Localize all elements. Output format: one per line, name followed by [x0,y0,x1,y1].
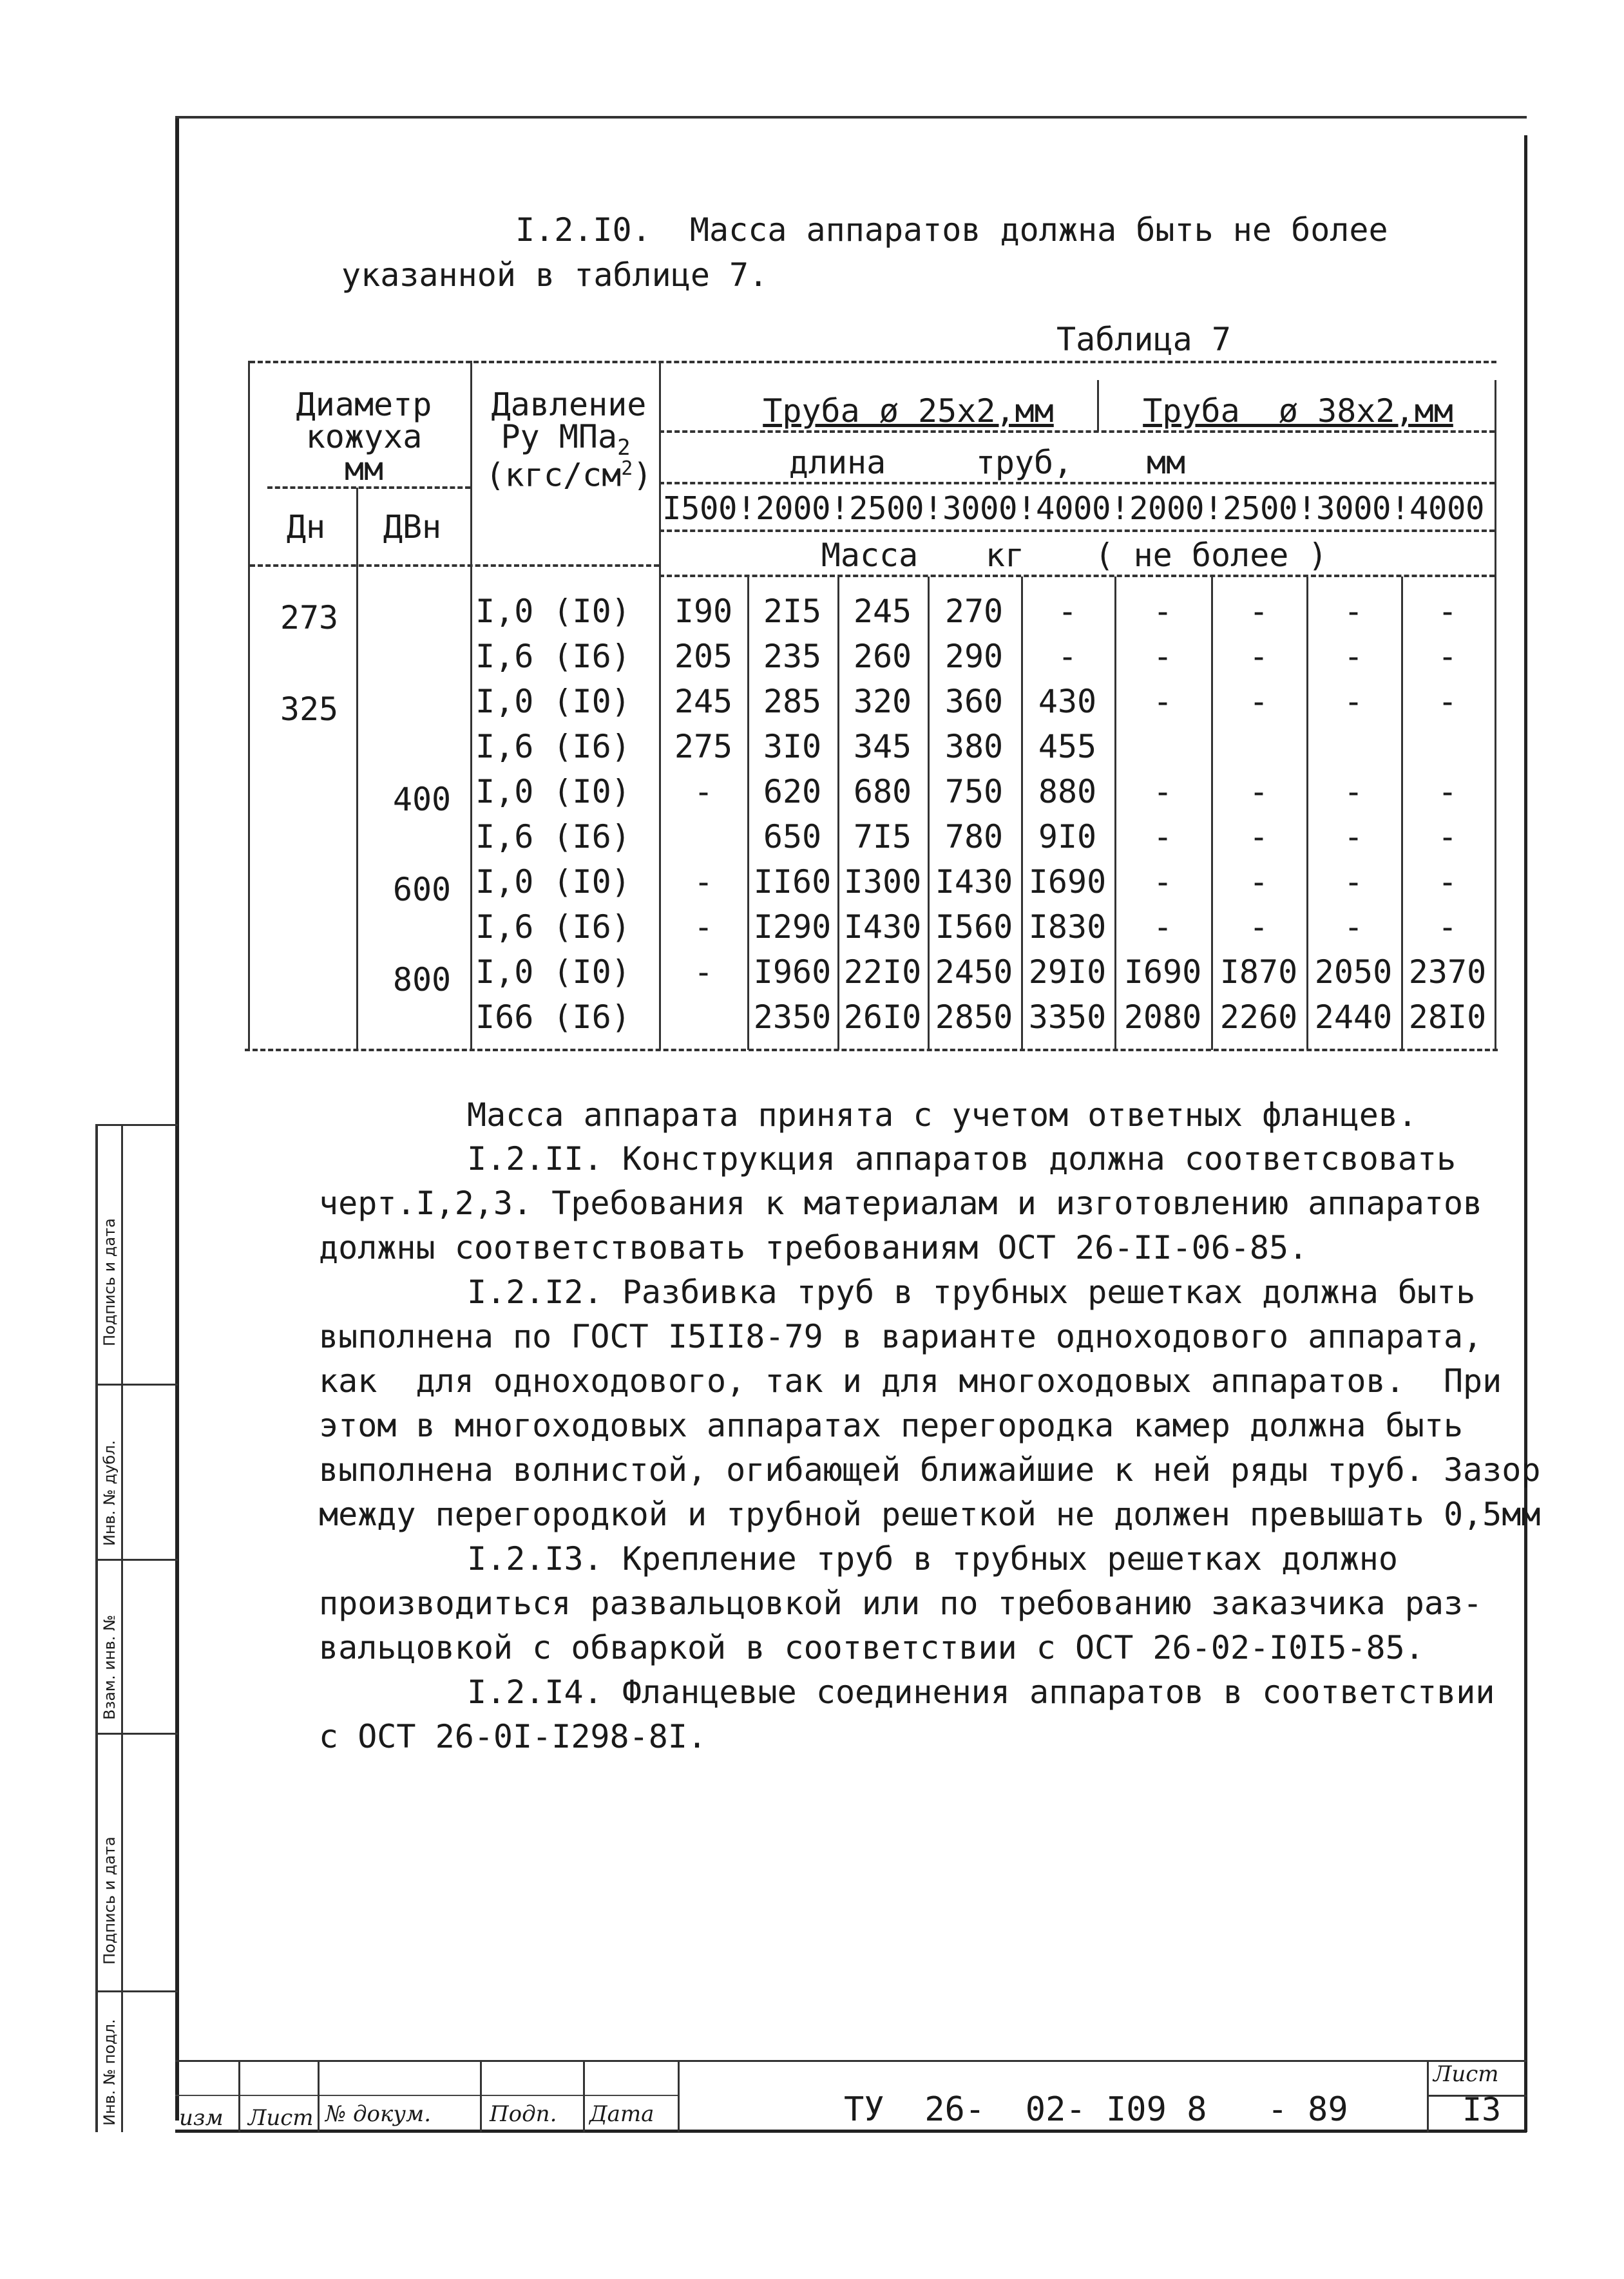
mass-cell: 880 [1038,773,1097,810]
header-length: длина [788,444,886,481]
clause-1-2-13-line3: вальцовкой с обваркой в соответствии с ОСТ 26-02-I0I5-85. [319,1629,1424,1666]
mass-cell: 270 [944,593,1004,630]
label-date: Дата [589,2101,654,2127]
title-mid-rule [175,2095,678,2096]
mass-cell: - [1437,683,1458,720]
mass-cell: 2I5 [763,593,822,630]
mass-cell: 9I0 [1038,818,1097,855]
strip-rule-4 [95,1733,178,1735]
title-col-4 [583,2060,585,2132]
mass-cell: 650 [763,818,822,855]
mass-cell: 3350 [1028,998,1107,1036]
label-doc-no: № докум. [325,2101,432,2127]
mass-cell: - [1152,638,1173,675]
mass-cell: 245 [674,683,733,720]
clause-1-2-11-line1: I.2.II. Конструкция аппаратов должна соответсвовать [467,1140,1457,1178]
frame-right-border [1524,135,1527,2132]
title-top-rule [175,2060,1527,2062]
table-top-border [250,361,1496,363]
pressure-cell: I66 (I6) [475,998,631,1036]
pressure-cell: I,0 (I0) [475,863,631,901]
title-col-6 [1427,2060,1429,2132]
mass-cell: 22I0 [843,953,922,991]
mass-cell: 345 [853,728,912,765]
header-length-rule [659,482,1495,484]
mass-cell: 285 [763,683,822,720]
mass-cell: - [1343,863,1364,901]
mass-cell: - [1152,863,1173,901]
mass-cell: - [1343,638,1364,675]
col-sep-5 [1114,577,1116,1050]
mass-cell: I870 [1219,953,1298,991]
mass-cell: 275 [674,728,733,765]
mass-cell: 750 [944,773,1004,810]
title-col-3 [480,2060,482,2132]
clause-1-2-10-line2: указанной в таблице 7. [341,256,769,294]
header-mass-rule [659,575,1495,577]
pressure-cell: I,6 (I6) [475,908,631,946]
mass-cell: I830 [1028,908,1107,946]
dn-325: 325 [280,691,339,728]
mass-cell: - [1152,593,1173,630]
header-diameter: Диаметр [296,386,432,423]
mass-cell: 680 [853,773,912,810]
mass-cell: 260 [853,638,912,675]
clause-1-2-12-line6: между перегородкой и трубной решеткой не должен превышать 0,5мм [319,1496,1541,1533]
mass-cell: I290 [753,908,832,946]
header-tube-lengths: I500!2000!2500!3000!4000!2000!2500!3000!4000 [662,490,1485,527]
mass-cell: I690 [1123,953,1202,991]
header-tube-rule [659,430,1495,433]
table-left-border [248,361,250,1050]
pressure-cell: I,6 (I6) [475,638,631,675]
clause-1-2-14-line2: с ОСТ 26-0I-I298-8I. [319,1718,707,1755]
dvn-600: 600 [392,871,452,908]
header-pressure: Давление [491,386,647,423]
header-tube-38: Труба ø 38х2,мм [1143,392,1453,430]
header-tubes: труб, [975,444,1073,481]
frame-left-border [175,117,179,2121]
strip-label-dup-inv: Инв. № дубл. [100,1440,119,1546]
mass-cell: I560 [935,908,1013,946]
mass-cell: - [1437,863,1458,901]
mass-cell: 2850 [935,998,1013,1036]
mass-cell: - [1248,863,1269,901]
mass-cell: I430 [843,908,922,946]
pressure-cell: I,0 (I0) [475,773,631,810]
strip-rule-1 [95,1124,178,1126]
pressure-cell: I,6 (I6) [475,818,631,855]
mass-cell: 360 [944,683,1004,720]
mass-cell: 620 [763,773,822,810]
dvn-400: 400 [392,781,452,818]
mass-cell: 2260 [1219,998,1298,1036]
header-mass-unit: кг [985,537,1025,574]
mass-cell: - [1437,818,1458,855]
sheet-label: Лист [1433,2061,1499,2087]
strip-rule-3 [95,1559,178,1561]
strip-outer-line [95,1124,98,2132]
mass-cell: - [1248,683,1269,720]
title-col-5 [678,2060,680,2132]
header-dn: Дн [286,508,326,546]
mass-cell: 2080 [1123,998,1202,1036]
mass-cell: - [1343,818,1364,855]
clause-1-2-13-line2: производиться развальцовкой или по требованию заказчика раз- [319,1585,1483,1622]
mass-cell: - [1437,638,1458,675]
clause-1-2-10-line1: I.2.I0. Масса аппаратов должна быть не более [515,211,1388,249]
mass-cell: II60 [753,863,832,901]
clause-1-2-11-line3: должны соответствовать требованиям ОСТ 26-II-06-85. [319,1229,1308,1266]
mass-cell: 26I0 [843,998,922,1036]
mass-cell: 430 [1038,683,1097,720]
label-signature: Подп. [490,2101,557,2127]
clause-1-2-12-line2: выполнена по ГОСТ I5II8-79 в варианте одноходового аппарата, [319,1318,1483,1355]
clause-1-2-11-line2: черт.I,2,3. Требования к материалам и изготовлению аппаратов [319,1185,1483,1222]
header-mass: Масса [821,537,919,574]
mass-cell: - [693,773,714,810]
col-sep-dn [356,488,358,1050]
strip-rule-2 [95,1384,178,1386]
col-sep-6 [1211,577,1213,1050]
table-bottom-border [245,1049,1498,1051]
mass-cell: - [1152,908,1173,946]
header-left-rule [250,564,659,567]
mass-cell: - [1437,773,1458,810]
mass-cell: - [1057,593,1078,630]
mass-cell: 29I0 [1028,953,1107,991]
title-col-2 [318,2060,320,2132]
mass-cell: I300 [843,863,922,901]
header-pressure-kgf: $(кгс/см^2)$ [485,456,653,494]
mass-cell: - [693,953,714,991]
mass-cell: 245 [853,593,912,630]
clause-1-2-12-line4: этом в многоходовых аппаратах перегородка камер должна быть [319,1407,1464,1444]
mass-cell: - [1343,773,1364,810]
header-tube-25: Труба ø 25х2,мм [763,392,1054,430]
clause-1-2-12-line5: выполнена волнистой, огибающей ближайшие к ней ряды труб. Зазор [319,1451,1541,1489]
pressure-cell: I,0 (I0) [475,593,631,630]
mass-cell: - [1152,818,1173,855]
mass-cell: 205 [674,638,733,675]
strip-label-replace-inv: Взам. инв. № [100,1615,119,1720]
mass-cell: 7I5 [853,818,912,855]
mass-cell: - [1437,908,1458,946]
col-sep-tube-groups [1097,380,1099,432]
mass-cell: - [1437,593,1458,630]
mass-cell: - [1152,683,1173,720]
mass-cell: 2370 [1408,953,1487,991]
mass-cell: - [1057,638,1078,675]
strip-rule-5 [95,1990,178,1992]
header-lengths-rule [659,529,1495,532]
strip-label-signature-date-2: Подпись и дата [100,1836,119,1965]
clause-1-2-12-line3: как для одноходового, так и для многоходовых аппаратов. При [319,1362,1502,1400]
dvn-800: 800 [392,961,452,998]
table-caption: Таблица 7 [1056,321,1231,358]
mass-cell: - [693,908,714,946]
header-length-unit: мм [1146,444,1186,481]
clause-1-2-13-line1: I.2.I3. Крепление труб в трубных решетках должно [467,1540,1398,1578]
mass-cell: 2440 [1314,998,1393,1036]
label-sheet: Лист [248,2105,314,2131]
mass-cell: - [1343,593,1364,630]
mass-cell: - [1248,638,1269,675]
sheet-number: I3 [1462,2091,1502,2128]
mass-cell: I430 [935,863,1013,901]
header-pressure-unit: Ру МПа$_2$ [501,418,631,461]
frame-top-border [175,116,1527,119]
header-not-more: ( не более ) [1094,537,1328,574]
table-right-border [1495,380,1496,1050]
label-change: изм [179,2105,224,2131]
document-code: ТУ 26- 02- I09 8 - 89 [844,2090,1348,2129]
pressure-cell: I,6 (I6) [475,728,631,765]
mass-cell: 2050 [1314,953,1393,991]
mass-cell: I90 [674,593,733,630]
mass-cell: - [1248,818,1269,855]
mass-cell: 380 [944,728,1004,765]
strip-label-signature-date: Подпись и дата [100,1218,119,1346]
mass-cell: - [1343,683,1364,720]
mass-cell: - [1152,773,1173,810]
mass-cell: I960 [753,953,832,991]
title-col-1 [238,2060,240,2132]
header-dvn: ДВн [383,508,442,546]
clause-1-2-14-line1: I.2.I4. Фланцевые соединения аппаратов в соответствии [467,1673,1495,1711]
mass-cell: 455 [1038,728,1097,765]
mass-cell: 2450 [935,953,1013,991]
header-casing: кожуха [305,418,423,455]
clause-1-2-12-line1: I.2.I2. Разбивка труб в трубных решетках должна быть [467,1273,1476,1311]
header-diam-unit: мм [344,450,384,488]
strip-inner-line [121,1124,123,2132]
mass-cell: 320 [853,683,912,720]
mass-cell: I690 [1028,863,1107,901]
mass-cell: 3I0 [763,728,822,765]
mass-cell: 235 [763,638,822,675]
mass-cell: 2350 [753,998,832,1036]
mass-cell: 28I0 [1408,998,1487,1036]
pressure-cell: I,0 (I0) [475,953,631,991]
mass-cell: - [1248,593,1269,630]
note-flanges: Масса аппарата принята с учетом ответных фланцев. [467,1096,1418,1134]
mass-cell: - [693,863,714,901]
mass-cell: 780 [944,818,1004,855]
strip-label-orig-inv: Инв. № подл. [100,2019,119,2126]
mass-cell: - [1248,908,1269,946]
mass-cell: - [1343,908,1364,946]
mass-cell: 290 [944,638,1004,675]
pressure-cell: I,0 (I0) [475,683,631,720]
dn-273: 273 [280,599,339,636]
mass-cell: - [1248,773,1269,810]
